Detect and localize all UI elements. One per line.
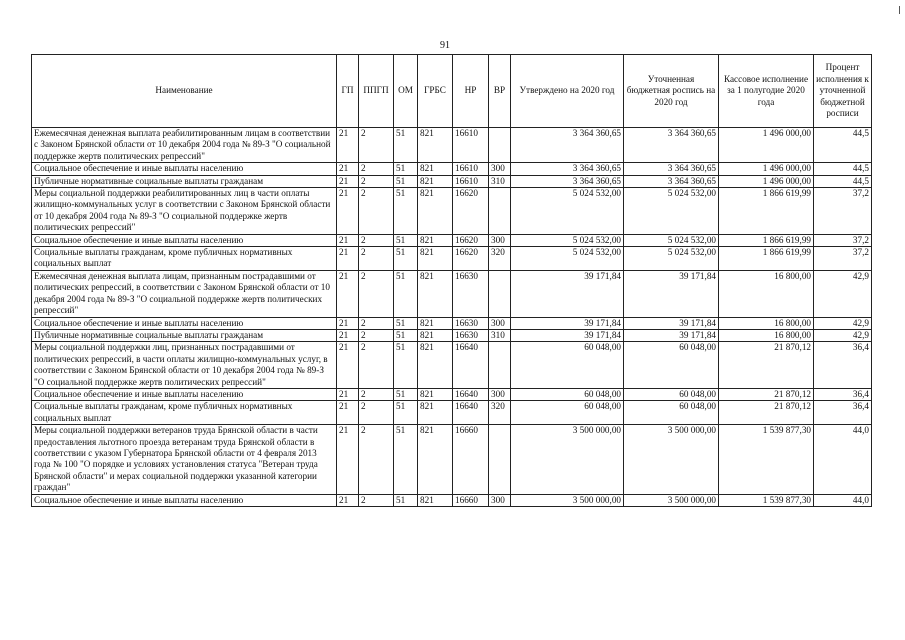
cell-om: 51 bbox=[394, 270, 418, 317]
cell-percent: 44,5 bbox=[814, 128, 872, 163]
table-row bbox=[32, 425, 872, 494]
cell-nr: 16640 bbox=[453, 388, 489, 400]
cell-ppgp: 2 bbox=[359, 329, 394, 341]
cell-percent: 36,4 bbox=[814, 342, 872, 389]
cell-vr: 320 bbox=[489, 401, 511, 425]
cell-grbs: 821 bbox=[418, 494, 453, 506]
table-row bbox=[32, 175, 872, 187]
cell-vr: 300 bbox=[489, 234, 511, 246]
cell-approved: 3 364 360,65 bbox=[511, 128, 624, 163]
cell-name: Социальное обеспечение и иные выплаты населению bbox=[32, 317, 337, 329]
cell-percent: 36,4 bbox=[814, 388, 872, 400]
cell-cash: 16 800,00 bbox=[719, 317, 814, 329]
cell-refined: 3 500 000,00 bbox=[624, 425, 719, 494]
cell-cash: 1 496 000,00 bbox=[719, 175, 814, 187]
cell-om: 51 bbox=[394, 128, 418, 163]
cell-grbs: 821 bbox=[418, 234, 453, 246]
cell-cash: 1 866 619,99 bbox=[719, 234, 814, 246]
cell-refined: 3 364 360,65 bbox=[624, 128, 719, 163]
cell-nr: 16620 bbox=[453, 247, 489, 271]
cell-grbs: 821 bbox=[418, 175, 453, 187]
cell-gp: 21 bbox=[337, 247, 359, 271]
cell-grbs: 821 bbox=[418, 270, 453, 317]
cell-ppgp: 2 bbox=[359, 163, 394, 175]
cell-vr bbox=[489, 425, 511, 494]
cell-gp: 21 bbox=[337, 128, 359, 163]
cell-cash: 21 870,12 bbox=[719, 401, 814, 425]
cell-grbs: 821 bbox=[418, 128, 453, 163]
cell-gp: 21 bbox=[337, 317, 359, 329]
cell-name: Публичные нормативные социальные выплаты гражданам bbox=[32, 175, 337, 187]
edge-mark bbox=[899, 6, 900, 14]
cell-gp: 21 bbox=[337, 234, 359, 246]
cell-ppgp: 2 bbox=[359, 317, 394, 329]
cell-gp: 21 bbox=[337, 494, 359, 506]
cell-refined: 60 048,00 bbox=[624, 401, 719, 425]
col-header-grbs: ГРБС bbox=[418, 55, 453, 128]
cell-ppgp: 2 bbox=[359, 342, 394, 389]
cell-approved: 39 171,84 bbox=[511, 270, 624, 317]
cell-ppgp: 2 bbox=[359, 128, 394, 163]
cell-name: Меры социальной поддержки ветеранов труда Брянской области в части предоставления льготного проезда ветеранам труда Брянской области в соответствии с указом Губернатора Брянской области от 4 февраля 2013 года № 100 "О порядке и условиях установления статуса "Ветеран труда Брянской области" и мерах социальной поддержки указанной категории граждан" bbox=[32, 425, 337, 494]
cell-approved: 3 500 000,00 bbox=[511, 425, 624, 494]
col-header-gp: ГП bbox=[337, 55, 359, 128]
cell-ppgp: 2 bbox=[359, 388, 394, 400]
cell-gp: 21 bbox=[337, 329, 359, 341]
table-row bbox=[32, 234, 872, 246]
cell-percent: 44,5 bbox=[814, 175, 872, 187]
cell-nr: 16640 bbox=[453, 342, 489, 389]
table-row bbox=[32, 270, 872, 317]
col-header-nr: НР bbox=[453, 55, 489, 128]
cell-gp: 21 bbox=[337, 270, 359, 317]
cell-nr: 16610 bbox=[453, 175, 489, 187]
cell-grbs: 821 bbox=[418, 329, 453, 341]
cell-name: Меры социальной поддержки лиц, признанных пострадавшими от политических репрессий, в части оплаты жилищно-коммунальных услуг, в соответствии с Законом Брянской области от 10 декабря 2004 года № 89-З "О социальной поддержке жертв политических репрессий" bbox=[32, 342, 337, 389]
table-header-row bbox=[32, 55, 872, 128]
cell-name: Социальное обеспечение и иные выплаты населению bbox=[32, 494, 337, 506]
cell-vr: 310 bbox=[489, 329, 511, 341]
col-header-vr: ВР bbox=[489, 55, 511, 128]
cell-vr: 320 bbox=[489, 247, 511, 271]
cell-approved: 3 500 000,00 bbox=[511, 494, 624, 506]
cell-om: 51 bbox=[394, 188, 418, 235]
cell-vr: 310 bbox=[489, 175, 511, 187]
cell-om: 51 bbox=[394, 388, 418, 400]
cell-om: 51 bbox=[394, 329, 418, 341]
cell-approved: 5 024 532,00 bbox=[511, 247, 624, 271]
cell-vr: 300 bbox=[489, 494, 511, 506]
cell-vr bbox=[489, 188, 511, 235]
table-row bbox=[32, 247, 872, 271]
cell-vr bbox=[489, 342, 511, 389]
cell-gp: 21 bbox=[337, 401, 359, 425]
cell-grbs: 821 bbox=[418, 401, 453, 425]
cell-grbs: 821 bbox=[418, 188, 453, 235]
cell-refined: 60 048,00 bbox=[624, 342, 719, 389]
cell-grbs: 821 bbox=[418, 342, 453, 389]
cell-om: 51 bbox=[394, 494, 418, 506]
table-row bbox=[32, 317, 872, 329]
cell-cash: 1 539 877,30 bbox=[719, 425, 814, 494]
cell-approved: 39 171,84 bbox=[511, 317, 624, 329]
cell-ppgp: 2 bbox=[359, 247, 394, 271]
table-row bbox=[32, 342, 872, 389]
cell-nr: 16630 bbox=[453, 329, 489, 341]
col-header-ppgp: ППГП bbox=[359, 55, 394, 128]
cell-refined: 39 171,84 bbox=[624, 329, 719, 341]
cell-vr: 300 bbox=[489, 317, 511, 329]
cell-approved: 5 024 532,00 bbox=[511, 234, 624, 246]
cell-refined: 5 024 532,00 bbox=[624, 188, 719, 235]
cell-nr: 16630 bbox=[453, 270, 489, 317]
cell-name: Публичные нормативные социальные выплаты гражданам bbox=[32, 329, 337, 341]
cell-cash: 1 539 877,30 bbox=[719, 494, 814, 506]
cell-approved: 60 048,00 bbox=[511, 401, 624, 425]
cell-ppgp: 2 bbox=[359, 425, 394, 494]
cell-name: Социальные выплаты гражданам, кроме публичных нормативных социальных выплат bbox=[32, 247, 337, 271]
table-row bbox=[32, 128, 872, 163]
cell-approved: 5 024 532,00 bbox=[511, 188, 624, 235]
cell-approved: 3 364 360,65 bbox=[511, 175, 624, 187]
cell-refined: 3 364 360,65 bbox=[624, 163, 719, 175]
cell-approved: 60 048,00 bbox=[511, 388, 624, 400]
cell-name: Социальное обеспечение и иные выплаты населению bbox=[32, 234, 337, 246]
cell-percent: 44,0 bbox=[814, 494, 872, 506]
table-row bbox=[32, 388, 872, 400]
cell-percent: 36,4 bbox=[814, 401, 872, 425]
cell-percent: 44,0 bbox=[814, 425, 872, 494]
cell-ppgp: 2 bbox=[359, 234, 394, 246]
cell-name: Социальные выплаты гражданам, кроме публичных нормативных социальных выплат bbox=[32, 401, 337, 425]
col-header-percent: Процент исполнения к уточненной бюджетной росписи bbox=[814, 55, 872, 128]
cell-refined: 5 024 532,00 bbox=[624, 247, 719, 271]
col-header-approved: Утверждено на 2020 год bbox=[511, 55, 624, 128]
cell-cash: 16 800,00 bbox=[719, 329, 814, 341]
cell-ppgp: 2 bbox=[359, 175, 394, 187]
cell-refined: 39 171,84 bbox=[624, 270, 719, 317]
cell-vr bbox=[489, 270, 511, 317]
cell-nr: 16610 bbox=[453, 128, 489, 163]
cell-vr: 300 bbox=[489, 388, 511, 400]
cell-ppgp: 2 bbox=[359, 494, 394, 506]
cell-cash: 1 866 619,99 bbox=[719, 247, 814, 271]
cell-refined: 5 024 532,00 bbox=[624, 234, 719, 246]
cell-approved: 39 171,84 bbox=[511, 329, 624, 341]
cell-cash: 21 870,12 bbox=[719, 388, 814, 400]
cell-gp: 21 bbox=[337, 163, 359, 175]
cell-refined: 3 364 360,65 bbox=[624, 175, 719, 187]
cell-approved: 3 364 360,65 bbox=[511, 163, 624, 175]
cell-name: Социальное обеспечение и иные выплаты населению bbox=[32, 388, 337, 400]
cell-percent: 42,9 bbox=[814, 329, 872, 341]
cell-percent: 37,2 bbox=[814, 188, 872, 235]
cell-grbs: 821 bbox=[418, 247, 453, 271]
cell-nr: 16630 bbox=[453, 317, 489, 329]
cell-nr: 16620 bbox=[453, 234, 489, 246]
cell-refined: 60 048,00 bbox=[624, 388, 719, 400]
col-header-cash: Кассовое исполнение за 1 полугодие 2020 года bbox=[719, 55, 814, 128]
cell-cash: 16 800,00 bbox=[719, 270, 814, 317]
cell-cash: 21 870,12 bbox=[719, 342, 814, 389]
cell-ppgp: 2 bbox=[359, 401, 394, 425]
cell-ppgp: 2 bbox=[359, 188, 394, 235]
cell-percent: 37,2 bbox=[814, 234, 872, 246]
cell-refined: 39 171,84 bbox=[624, 317, 719, 329]
col-header-om: ОМ bbox=[394, 55, 418, 128]
cell-grbs: 821 bbox=[418, 317, 453, 329]
cell-name: Ежемесячная денежная выплата реабилитированным лицам в соответствии с Законом Брянской области от 10 декабря 2004 года № 89-З "О социальной поддержке жертв политических репрессий" bbox=[32, 128, 337, 163]
cell-percent: 42,9 bbox=[814, 270, 872, 317]
cell-cash: 1 496 000,00 bbox=[719, 128, 814, 163]
cell-om: 51 bbox=[394, 163, 418, 175]
col-header-refined: Уточненная бюджетная роспись на 2020 год bbox=[624, 55, 719, 128]
cell-gp: 21 bbox=[337, 175, 359, 187]
cell-grbs: 821 bbox=[418, 163, 453, 175]
cell-ppgp: 2 bbox=[359, 270, 394, 317]
cell-refined: 3 500 000,00 bbox=[624, 494, 719, 506]
cell-nr: 16660 bbox=[453, 425, 489, 494]
cell-om: 51 bbox=[394, 175, 418, 187]
cell-name: Социальное обеспечение и иные выплаты населению bbox=[32, 163, 337, 175]
cell-approved: 60 048,00 bbox=[511, 342, 624, 389]
cell-gp: 21 bbox=[337, 388, 359, 400]
table-row bbox=[32, 401, 872, 425]
cell-om: 51 bbox=[394, 317, 418, 329]
cell-om: 51 bbox=[394, 401, 418, 425]
cell-om: 51 bbox=[394, 342, 418, 389]
table-row bbox=[32, 329, 872, 341]
cell-grbs: 821 bbox=[418, 388, 453, 400]
cell-percent: 44,5 bbox=[814, 163, 872, 175]
cell-nr: 16660 bbox=[453, 494, 489, 506]
cell-grbs: 821 bbox=[418, 425, 453, 494]
cell-om: 51 bbox=[394, 425, 418, 494]
cell-name: Меры социальной поддержки реабилитированных лиц в части оплаты жилищно-коммунальных услуг в соответствии с Законом Брянской области от 10 декабря 2004 года № 89-З "О социальной поддержке жертв политических репрессий" bbox=[32, 188, 337, 235]
cell-om: 51 bbox=[394, 234, 418, 246]
col-header-name: Наименование bbox=[32, 55, 337, 128]
page-number: 91 bbox=[440, 40, 450, 51]
table-row bbox=[32, 163, 872, 175]
table-row bbox=[32, 188, 872, 235]
cell-percent: 42,9 bbox=[814, 317, 872, 329]
cell-cash: 1 496 000,00 bbox=[719, 163, 814, 175]
table-body bbox=[32, 128, 872, 507]
cell-gp: 21 bbox=[337, 425, 359, 494]
cell-nr: 16610 bbox=[453, 163, 489, 175]
cell-vr bbox=[489, 128, 511, 163]
cell-nr: 16620 bbox=[453, 188, 489, 235]
cell-name: Ежемесячная денежная выплата лицам, признанным пострадавшими от политических репрессий, в соответствии с Законом Брянской области от 10 декабря 2004 года № 89-З "О социальной поддержке жертв политических репрессий" bbox=[32, 270, 337, 317]
table-row bbox=[32, 494, 872, 506]
cell-gp: 21 bbox=[337, 188, 359, 235]
cell-percent: 37,2 bbox=[814, 247, 872, 271]
budget-table bbox=[31, 54, 872, 507]
cell-cash: 1 866 619,99 bbox=[719, 188, 814, 235]
cell-om: 51 bbox=[394, 247, 418, 271]
cell-vr: 300 bbox=[489, 163, 511, 175]
cell-nr: 16640 bbox=[453, 401, 489, 425]
cell-gp: 21 bbox=[337, 342, 359, 389]
